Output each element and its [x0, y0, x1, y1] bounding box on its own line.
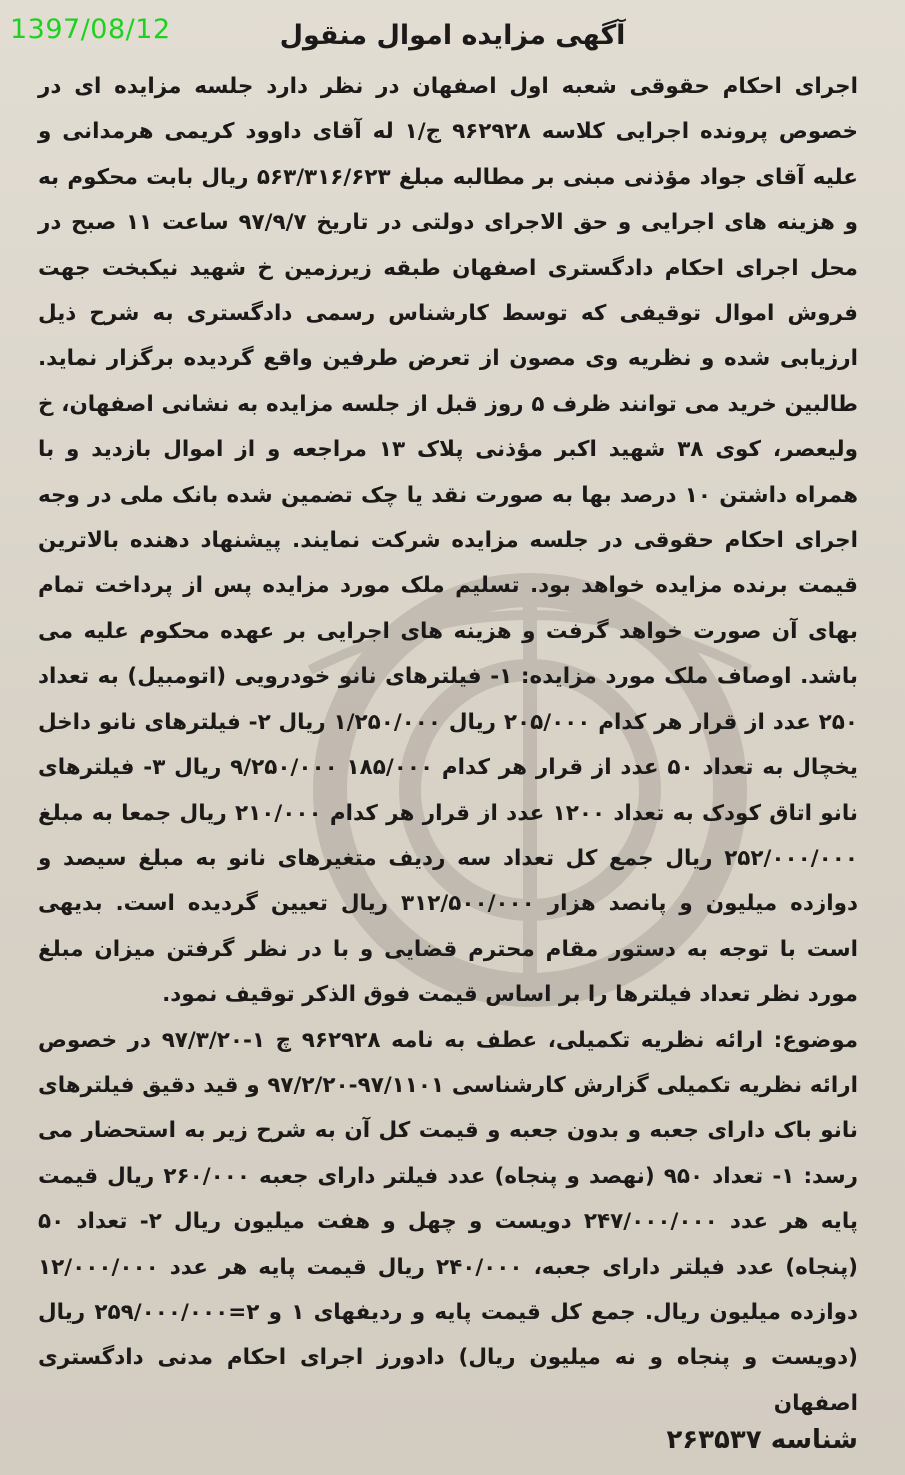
notice-body: [38, 64, 858, 1426]
notice-paragraph: اجرای احکام حقوقی شعبه اول اصفهان در نظر دارد جلسه مزایده ای در خصوص پرونده اجرایی کلاسه ۹۶۲۹۲۸ ج/۱ له آقای داوود کریمی هرمدانی و علیه آقای جواد مؤذنی مبنی بر مطالبه مبلغ ۵۶۳/۳۱۶/۶۲۳ ریال بابت محکوم به و هزینه های اجرایی و حق الاجرای دولتی در تاریخ ۹۷/۹/۷ ساعت ۱۱ صبح در محل اجرای احکام دادگستری اصفهان طبقه زیرزمین خ شهید نیکبخت جهت فروش اموال توقیفی که توسط کارشناس رسمی دادگستری به شرح ذیل ارزیابی شده و نظریه وی مصون از تعرض طرفین واقع گردیده برگزار نماید. طالبین خرید می توانند ظرف ۵ روز قبل از جلسه مزایده به نشانی اصفهان، خ ولیعصر، کوی ۳۸ شهید اکبر مؤذنی پلاک ۱۳ مراجعه و از اموال بازدید و با همراه داشتن ۱۰ درصد بها به صورت نقد یا چک تضمین شده بانک ملی در وجه اجرای احکام حقوقی در جلسه مزایده شرکت نمایند. پیشنهاد دهنده بالاترین قیمت برنده مزایده خواهد بود. تسلیم ملک مورد مزایده پس از پرداخت تمام بهای آن صورت خواهد گرفت و هزینه های اجرایی بر عهده محکوم علیه می باشد. اوصاف ملک مورد مزایده: ۱- فیلترهای نانو خودرویی (اتومبیل) به تعداد ۲۵۰ عدد از قرار هر کدام ۲۰۵/۰۰۰ ریال ۱/۲۵۰/۰۰۰ ریال ۲- فیلترهای نانو داخل یخچال به تعداد ۵۰ عدد از قرار هر کدام ۱۸۵/۰۰۰ ۹/۲۵۰/۰۰۰ ریال ۳- فیلترهای نانو اتاق کودک به تعداد ۱۲۰۰ عدد از قرار هر کدام ۲۱۰/۰۰۰ ریال جمعا به مبلغ ۲۵۲/۰۰۰/۰۰۰ ریال جمع کل تعداد سه ردیف متغیرهای نانو به مبلغ سیصد و دوازده میلیون و پانصد هزار ۳۱۲/۵۰۰/۰۰۰ ریال تعیین گردیده است. بدیهی است با توجه به دستور مقام محترم قضایی و با در نظر گرفتن میزان مبلغ مورد نظر تعداد فیلترها را بر اساس قیمت فوق الذکر توقیف نمود.: [38, 74, 859, 1008]
notice-paragraph: موضوع: ارائه نظریه تکمیلی، عطف به نامه ۹۶۲۹۲۸ چ ۱-۹۷/۳/۲۰ در خصوص ارائه نظریه تکمیلی گزارش کارشناسی ۹۷/۱۱۰۱-۹۷/۲/۲۰ و قید دقیق فیلترهای نانو باک دارای جعبه و بدون جعبه و قیمت کل آن به شرح زیر به استحضار می رسد: ۱- تعداد ۹۵۰ (نهصد و پنجاه) عدد فیلتر دارای جعبه ۲۶۰/۰۰۰ ریال قیمت پایه هر عدد ۲۴۷/۰۰۰/۰۰۰ دویست و چهل و هفت میلیون ریال ۲- تعداد ۵۰ (پنجاه) عدد فیلتر دارای جعبه، ۲۴۰/۰۰۰ ریال قیمت پایه هر عدد ۱۲/۰۰۰/۰۰۰ دوازده میلیون ریال. جمع کل قیمت پایه و ردیفهای ۱ و ۲=۲۵۹/۰۰۰/۰۰۰ ریال (دویست و پنجاه و نه میلیون ریال) دادورز اجرای احکام مدنی دادگستری اصفهان: [38, 1027, 859, 1416]
notice-title: آگهی مزایده اموال منقول: [279, 20, 626, 51]
date-stamp: 1397/08/12: [10, 14, 171, 45]
notice-id: شناسه ۲۶۳۵۳۷: [666, 1425, 858, 1455]
